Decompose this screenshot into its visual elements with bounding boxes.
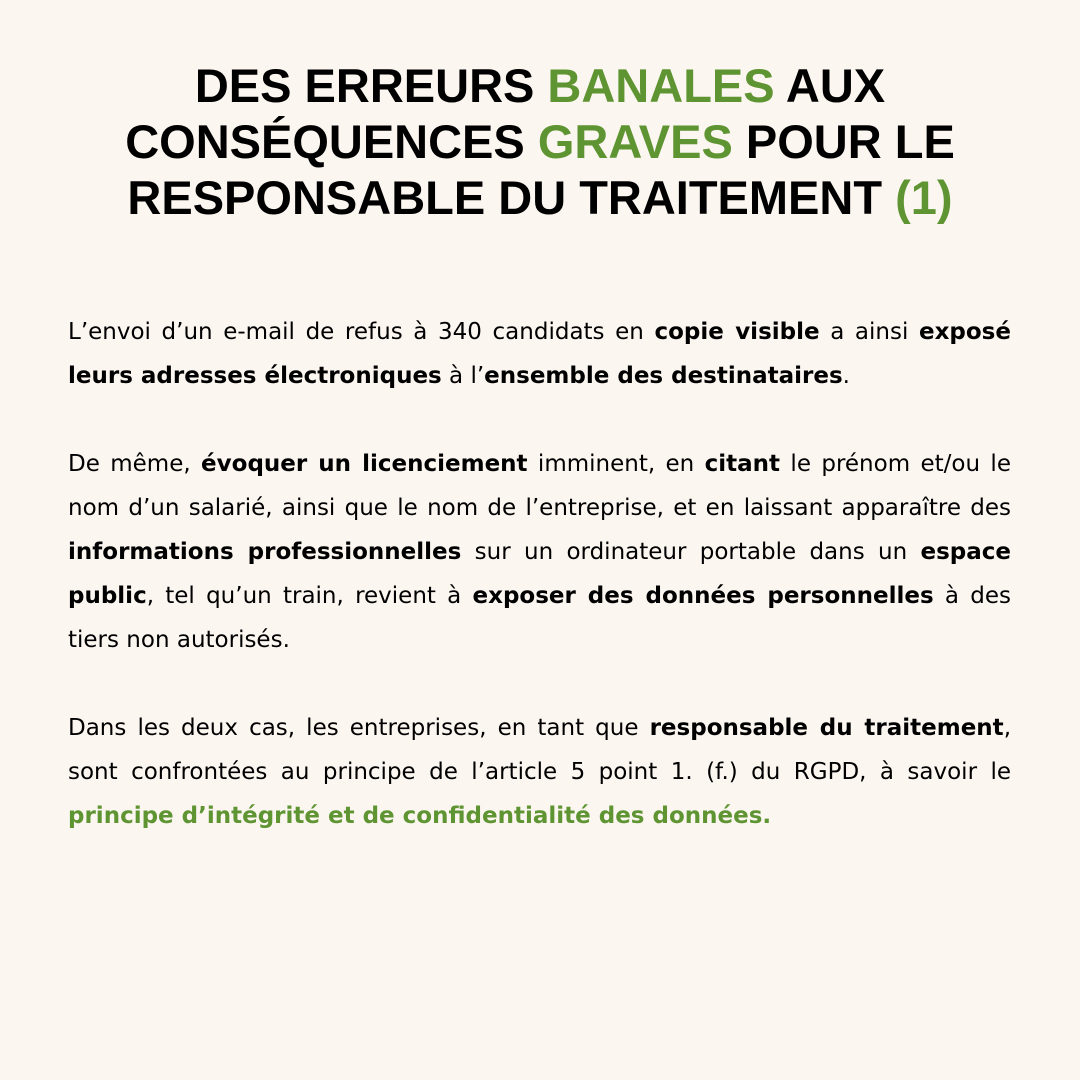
paragraph-text: sur un ordinateur portable dans un — [461, 539, 921, 565]
title-text-1: DES ERREURS — [194, 59, 548, 112]
paragraph-text: . — [842, 363, 850, 389]
emphasis-text: exposer des données personnelles — [472, 583, 934, 609]
emphasis-text: ensemble des destinataires — [484, 363, 843, 389]
title-footnote-marker: (1) — [895, 171, 953, 224]
title-text-2: AUX CONSÉQUENCES — [125, 59, 886, 168]
emphasis-text: évoquer un licenciement — [201, 451, 528, 477]
paragraph-text: De même, — [68, 451, 202, 477]
highlighted-principle-text: principe d’intégrité et de confidentialité des données. — [68, 803, 772, 829]
paragraph-email-example — [68, 310, 1011, 398]
emphasis-text: copie visible — [654, 319, 820, 345]
paragraph-text: Dans les deux cas, les entreprises, en tant que — [68, 715, 650, 741]
paragraph-text: L’envoi d’un e-mail de refus à 340 candidats en — [68, 319, 655, 345]
emphasis-text: informations professionnelles — [68, 539, 462, 565]
paragraph-text: à l’ — [441, 363, 485, 389]
paragraph-text: , tel qu’un train, revient à — [146, 583, 473, 609]
emphasis-text: responsable du traitement — [649, 715, 1004, 741]
title-accent-banales: BANALES — [547, 59, 775, 112]
emphasis-text: espace public — [68, 539, 1012, 609]
title-accent-graves: GRAVES — [537, 115, 733, 168]
emphasis-text: exposé leurs adresses électroniques — [68, 319, 1011, 389]
slide-title — [40, 58, 1040, 226]
paragraph-text: à des tiers non autorisés. — [68, 583, 1012, 653]
body-text — [68, 310, 1011, 882]
emphasis-text: citant — [704, 451, 781, 477]
paragraph-text: le prénom et/ou le nom d’un salarié, ainsi que le nom de l’entreprise, et en laissant apparaître des — [68, 451, 1011, 521]
paragraph-layoff-example — [68, 442, 1011, 662]
paragraph-text: a ainsi — [819, 319, 919, 345]
paragraph-conclusion — [68, 706, 1011, 838]
paragraph-text: , sont confrontées au principe de l’article 5 point 1. (f.) du RGPD, à savoir le — [68, 715, 1011, 785]
paragraph-text: imminent, en — [527, 451, 705, 477]
title-text-3: POUR LE RESPONSABLE DU TRAITEMENT — [127, 115, 955, 224]
